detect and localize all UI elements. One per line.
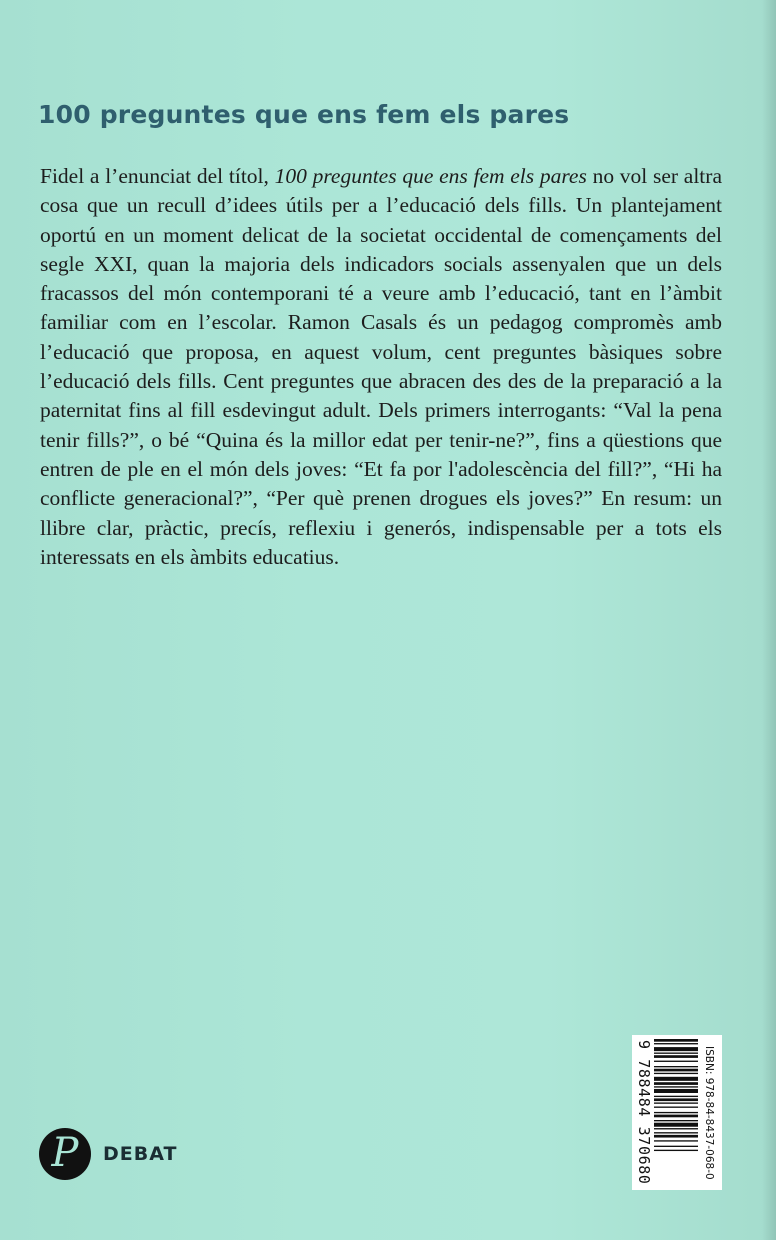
barcode-bar: [654, 1061, 698, 1062]
publisher-name: DEBAT: [103, 1143, 178, 1165]
barcode-bar: [654, 1150, 698, 1151]
barcode-bar: [654, 1089, 698, 1093]
barcode-bar: [654, 1132, 698, 1133]
blurb-title-italic: 100 preguntes que ens fem els pares: [274, 164, 587, 188]
barcode-bar: [654, 1128, 698, 1129]
barcode-bar: [654, 1039, 698, 1042]
barcode-bar: [654, 1107, 698, 1108]
barcode-bar: [654, 1112, 698, 1113]
book-title: 100 preguntes que ens fem els pares: [38, 100, 570, 129]
barcode-bar: [654, 1043, 698, 1044]
publisher-logo-icon: [39, 1128, 91, 1180]
barcode-bar: [654, 1069, 698, 1072]
barcode-bar: [654, 1123, 698, 1127]
barcode-bar: [654, 1047, 698, 1051]
barcode-bar: [654, 1120, 698, 1121]
barcode-bar: [654, 1053, 698, 1054]
barcode-bar: [654, 1082, 698, 1085]
blurb-body: no vol ser altra cosa que un recull d’idees útils per a l’educació dels fills. Un plantejament oportú en un moment delicat de la societat occidental de començaments del segle XXI, quan la majoria dels indicadors socials assenyalen que un dels fracassos del món contemporani té a veure amb l’educació, tant en l’àmbit familiar com en l’escolar. Ramon Casals és un pedagog compromès amb l’educació que proposa, en aquest volum, cent preguntes bàsiques sobre l’educació dels fills. Cent preguntes que abracen des des de la preparació a la paternitat fins al fill esdevingut adult. Dels primers interrogants: “Val la pena tenir fills?”, o bé “Quina és la millor edat per tenir-ne?”, fins a qüestions que entren de ple en el món dels joves: “Et fa por l'adolescència del fill?”, “Hi ha conflicte generacional?”, “Per què prenen drogues els joves?” En resum: un llibre clar, pràctic, precís, reflexiu i generós, indispensable per a tots els interessats en els àmbits educatius.: [40, 164, 722, 569]
blurb-lead: Fidel a l’enunciat del títol,: [40, 164, 275, 188]
barcode-bar: [654, 1077, 698, 1081]
barcode-bar: [654, 1055, 698, 1058]
barcode-bar: [654, 1073, 698, 1074]
publisher-logo-letter: P: [51, 1130, 79, 1176]
barcode-bar: [654, 1135, 698, 1138]
isbn-label: ISBN: 978-84-8437-068-0: [703, 1045, 715, 1180]
barcode-bar: [654, 1066, 698, 1067]
barcode-bar: [654, 1115, 698, 1118]
barcode-bar: [654, 1086, 698, 1087]
ean-digits: 9 788484 370680: [635, 1040, 653, 1185]
barcode-bar: [654, 1102, 698, 1103]
barcode-bar: [654, 1098, 698, 1101]
barcode-bar: [654, 1140, 698, 1141]
barcode-bar: [654, 1146, 698, 1147]
barcode-bar: [654, 1096, 698, 1097]
cover-edge-shadow: [762, 0, 776, 1240]
book-blurb: [40, 162, 722, 572]
